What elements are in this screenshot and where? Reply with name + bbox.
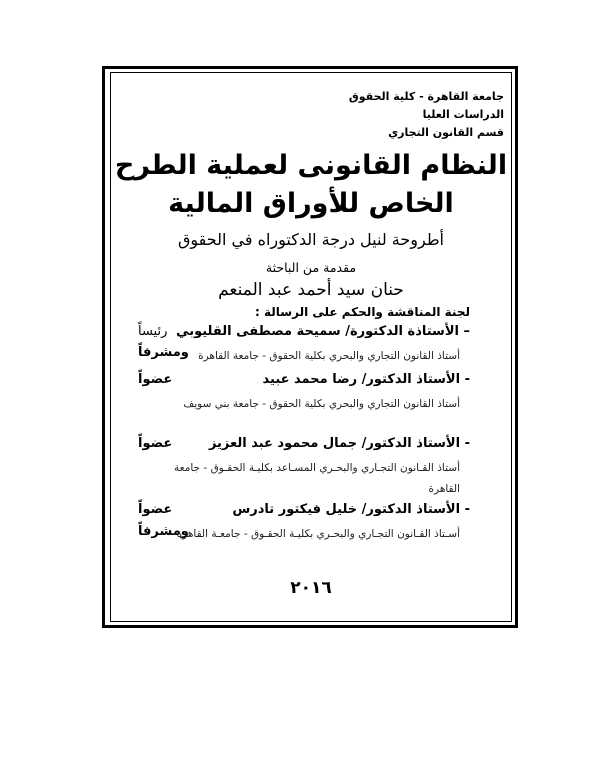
member-3-role: عضواً bbox=[138, 436, 173, 451]
member-2-role: عضواً bbox=[138, 372, 173, 387]
member-3-name: - الأستاذ الدكتور/ جمال محمود عبد العزيز bbox=[208, 436, 470, 451]
presented-by-label: مقدمة من الباحثة bbox=[265, 260, 357, 275]
member-2-name: - الأستاذ الدكتور/ رضا محمد عبيد bbox=[262, 372, 470, 387]
member-1-role: رئيساً bbox=[138, 324, 168, 339]
graduate-studies-line: الدراسات العليا bbox=[422, 108, 504, 121]
member-4-role: عضواً bbox=[138, 502, 173, 517]
member-3-description: أستاذ القـانون التجـاري والبحـري المسـاعد بكليـة الحقـوق - جامعة القاهرة bbox=[174, 462, 460, 495]
year: ٢٠١٦ bbox=[290, 578, 332, 598]
member-2-description: أستاذ القانون التجاري والبحري بكلية الحقوق - جامعة بني سويف bbox=[183, 398, 460, 410]
member-1-description: أستاذ القانون التجاري والبحري بكلية الحقوق - جامعة القاهرة bbox=[198, 350, 460, 362]
degree-statement: أطروحة لنيل درجة الدكتوراه في الحقوق bbox=[178, 230, 444, 249]
university-line: جامعة القاهرة - كلية الحقوق bbox=[348, 90, 504, 103]
researcher-name: حنان سيد أحمد عبد المنعم bbox=[218, 280, 404, 300]
member-4-description: أسـتاذ القـانون التجـاري والبحـري بكليـة الحقـوق - جامعـة القاهرة bbox=[176, 528, 460, 540]
thesis-title-line-1: النظام القانونى لعملية الطرح bbox=[114, 150, 508, 181]
committee-label: لجنة المناقشة والحكم على الرسالة : bbox=[255, 305, 470, 319]
thesis-title-line-2: الخاص للأوراق المالية bbox=[168, 188, 454, 219]
member-4-name: - الأستاذ الدكتور/ خليل فيكتور تادرس bbox=[232, 502, 470, 517]
member-4-role-2: ومشرفاً bbox=[138, 524, 189, 539]
member-1-role-2: ومشرفاً bbox=[138, 345, 189, 360]
member-1-name: – الأستاذة الدكتورة/ سميحة مصطفى القليوبي bbox=[176, 324, 470, 339]
department-line: قسم القانون التجاري bbox=[388, 126, 504, 139]
